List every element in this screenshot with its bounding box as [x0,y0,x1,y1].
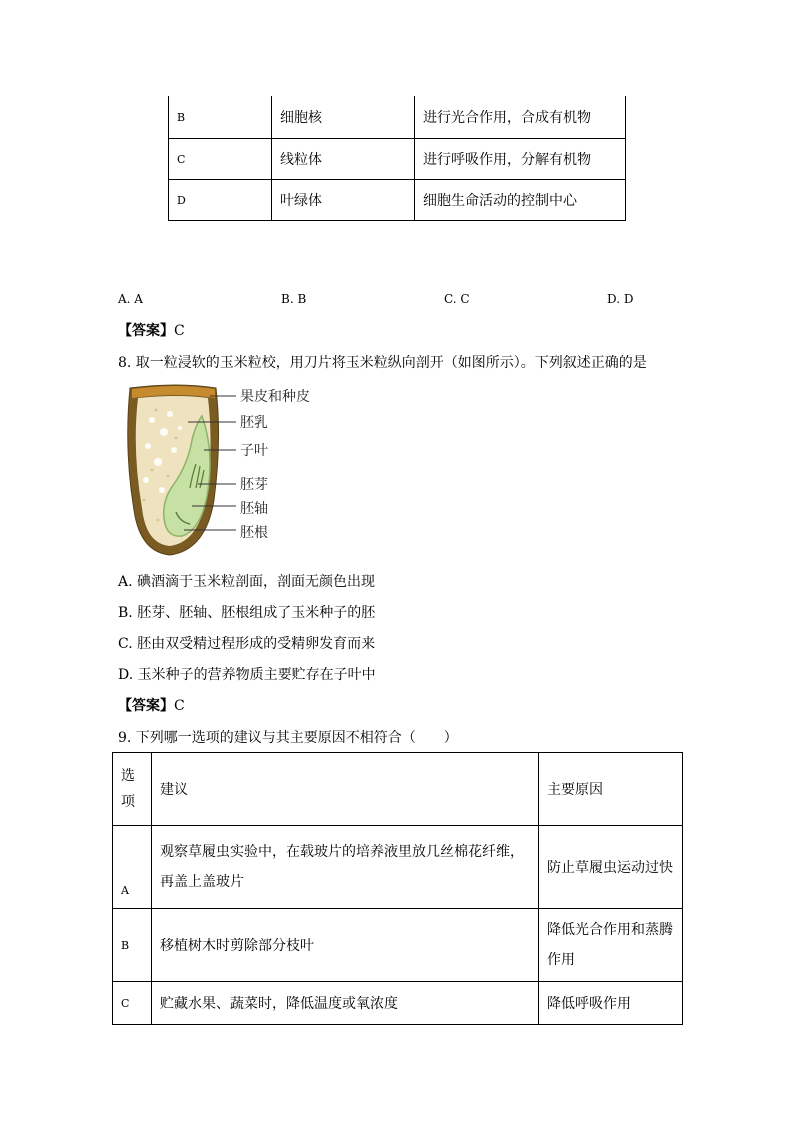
corn-seed-diagram [118,380,318,560]
advice-cell: 贮藏水果、蔬菜时，降低温度或氧浓度 [152,982,539,1025]
reason-cell: 降低呼吸作用 [539,982,683,1025]
q7-option-b: B. B [281,292,307,306]
table-row [113,982,683,1025]
structure-cell: 细胞核 [272,96,415,139]
label-cotyledon: 子叶 [240,443,268,459]
label-pericarp-testa: 果皮和种皮 [240,389,310,405]
header-reason: 主要原因 [539,753,683,826]
function-cell: 进行光合作用，合成有机物 [415,96,626,139]
q8-option-a: A. 碘酒滴于玉米粒剖面，剖面无颜色出现 [118,574,376,590]
q8-option-c: C. 胚由双受精过程形成的受精卵发育而来 [118,636,376,652]
label-radicle: 胚根 [240,525,268,541]
function-cell: 细胞生命活动的控制中心 [415,180,626,221]
q8-answer [118,695,185,715]
q7-answer [118,320,185,340]
table-header-row [113,753,683,826]
reason-cell: 防止草履虫运动过快 [539,826,683,909]
header-advice: 建议 [152,753,539,826]
q7-option-c: C. C [444,292,470,306]
label-hypocotyl: 胚轴 [240,501,268,517]
answer-value: C [174,698,185,714]
table-row [169,96,626,139]
structure-function-table [168,96,626,221]
q7-option-a: A. A [118,292,143,306]
q8-option-d: D. 玉米种子的营养物质主要贮存在子叶中 [118,667,376,683]
advice-cell: 移植树木时剪除部分枝叶 [152,909,539,982]
structure-cell: 叶绿体 [272,180,415,221]
advice-reason-table [112,752,683,1025]
answer-tag: 【答案】 [118,323,174,339]
option-letter: A [113,826,152,909]
table-row [113,909,683,982]
label-plumule: 胚芽 [240,477,268,493]
q9-stem: 9. 下列哪一选项的建议与其主要原因不相符合（ ） [118,730,458,746]
option-letter: D [169,180,272,221]
option-letter: B [169,96,272,139]
table-row [113,826,683,909]
option-letter: C [169,139,272,180]
answer-value: C [174,323,185,339]
table-row [169,180,626,221]
header-option: 选 项 [113,753,152,826]
answer-tag: 【答案】 [118,698,174,714]
option-letter: B [113,909,152,982]
q8-stem: 8. 取一粒浸软的玉米粒校，用刀片将玉米粒纵向剖开（如图所示）。下列叙述正确的是 [118,355,647,371]
option-letter: C [113,982,152,1025]
structure-cell: 线粒体 [272,139,415,180]
advice-cell: 观察草履虫实验中，在载玻片的培养液里放几丝棉花纤维， 再盖上盖玻片 [152,826,539,909]
table-row [169,139,626,180]
q7-option-d: D. D [607,292,634,306]
label-endosperm: 胚乳 [240,415,268,431]
reason-cell: 降低光合作用和蒸腾 作用 [539,909,683,982]
q8-option-b: B. 胚芽、胚轴、胚根组成了玉米种子的胚 [118,605,376,621]
function-cell: 进行呼吸作用，分解有机物 [415,139,626,180]
